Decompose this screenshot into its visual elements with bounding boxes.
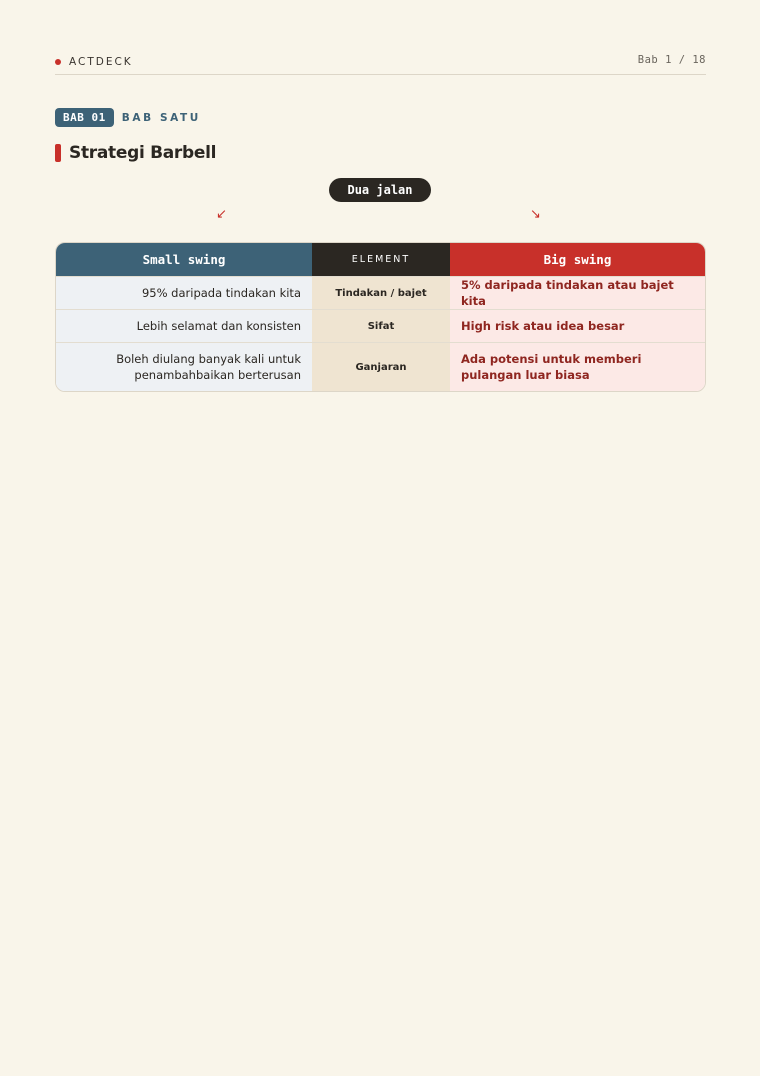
arrow-down-right-icon: ↘ bbox=[530, 207, 541, 222]
title-accent-bar bbox=[55, 144, 61, 162]
page-indicator: Bab 1 / 18 bbox=[637, 54, 706, 66]
two-paths-pill: Dua jalan bbox=[329, 178, 431, 202]
page-title: Strategi Barbell bbox=[69, 143, 217, 163]
brand-dot-icon bbox=[55, 59, 61, 65]
arrow-down-left-icon: ↙ bbox=[216, 207, 227, 222]
big-swing-cell: 5% daripada tindakan atau bajet kita bbox=[450, 277, 705, 309]
table-row bbox=[56, 309, 705, 342]
small-swing-cell: 95% daripada tindakan kita bbox=[56, 277, 312, 309]
brand-name: ACTDECK bbox=[69, 56, 133, 68]
title-row bbox=[55, 143, 216, 163]
table-header-row bbox=[56, 243, 705, 276]
chapter-label: BAB SATU bbox=[121, 111, 201, 124]
table-row bbox=[56, 342, 705, 391]
chapter-badge: BAB 01 bbox=[55, 108, 114, 127]
brand bbox=[55, 53, 133, 68]
big-swing-cell: Ada potensi untuk memberi pulangan luar biasa bbox=[450, 343, 705, 391]
header-element: ELEMENT bbox=[312, 243, 450, 276]
chapter-row bbox=[55, 108, 201, 127]
page-header bbox=[55, 53, 706, 75]
header-big-swing: Big swing bbox=[450, 243, 705, 276]
small-swing-cell: Lebih selamat dan konsisten bbox=[56, 310, 312, 342]
big-swing-cell: High risk atau idea besar bbox=[450, 310, 705, 342]
comparison-table bbox=[55, 242, 706, 392]
small-swing-cell: Boleh diulang banyak kali untuk penambahbaikan berterusan bbox=[56, 343, 312, 391]
header-small-swing: Small swing bbox=[56, 243, 312, 276]
element-cell: Sifat bbox=[312, 310, 450, 342]
element-cell: Tindakan / bajet bbox=[312, 277, 450, 309]
table-row bbox=[56, 276, 705, 309]
element-cell: Ganjaran bbox=[312, 343, 450, 391]
